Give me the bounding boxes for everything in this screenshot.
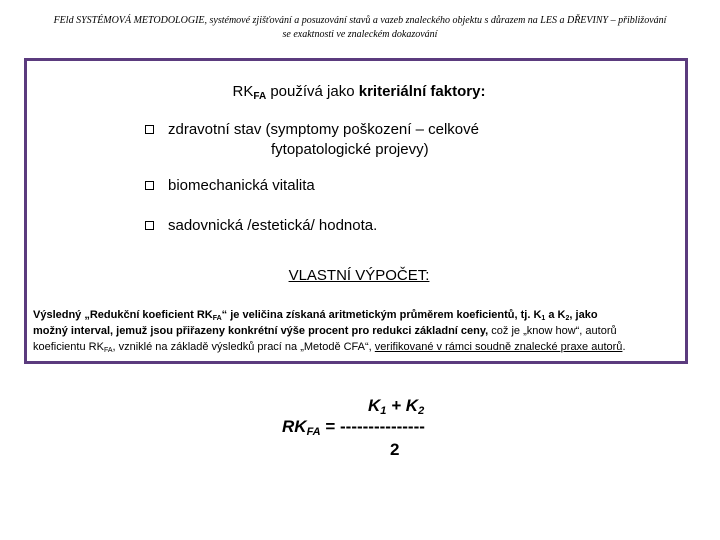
p3-text-a: koeficientu RK (33, 341, 104, 353)
formula-rk-sub: FA (306, 426, 321, 438)
formula-k2-sub: 2 (418, 405, 425, 417)
p3-underlined: verifikované v rámci soudně znalecké praxe autorů (374, 341, 623, 353)
bullet-1-line-2: fytopatologické projevy) (271, 141, 429, 158)
formula-k1-sub: 1 (380, 405, 387, 417)
header-line-2: se exaktnosti ve znaleckém dokazování (282, 29, 438, 40)
p2-text-a: možný interval, jemuž jsou přiřazeny konkrétní výše procent pro redukci základní ceny, (33, 325, 489, 337)
bullet-3-text: sadovnická /estetická/ hodnota. (168, 217, 378, 234)
paragraph-line-3 (33, 339, 626, 359)
checkbox-bullet-icon (145, 181, 154, 190)
p1-sub: FA (212, 315, 222, 322)
p3-sub: FA (103, 347, 113, 354)
formula-denominator: 2 (390, 440, 400, 459)
p1-k1-sub: 1 (541, 315, 546, 322)
checkbox-bullet-icon (145, 125, 154, 134)
formula-lhs (282, 417, 425, 438)
intro-text: používá jako (266, 83, 359, 100)
formula-numerator (368, 396, 424, 417)
p3-text-b: , vzniklé na základě výsledků prací na „Metodě CFA“, (112, 341, 375, 353)
paragraph-line-2 (33, 323, 617, 339)
p1-k2-sub: 2 (565, 315, 570, 322)
page-header (0, 14, 720, 42)
formula-rk: RK (282, 417, 307, 436)
intro-line (27, 83, 691, 102)
bullet-item-2 (145, 177, 315, 194)
intro-rk-sub: FA (253, 91, 267, 102)
content-frame (24, 58, 688, 364)
p2-text-b: což je „know how“, autorů (488, 325, 617, 337)
p1-text-a: Výsledný „Redukční koeficient RK (33, 309, 213, 321)
calculation-title: VLASTNÍ VÝPOČET: (288, 267, 430, 284)
bullet-2-text: biomechanická vitalita (168, 177, 315, 194)
bullet-item-3 (145, 217, 377, 234)
p3-text-d: . (622, 341, 626, 353)
formula-equals-bar: = --------------- (320, 417, 425, 436)
checkbox-bullet-icon (145, 221, 154, 230)
intro-rk: RK (232, 83, 254, 100)
intro-bold: kriteriální faktory: (358, 83, 486, 100)
p1-text-d: , jako (569, 309, 598, 321)
p1-text-c: a K (545, 309, 566, 321)
bullet-1-line-1: zdravotní stav (symptomy poškození – celkové (168, 121, 479, 138)
formula-k1: K (368, 396, 381, 415)
bullet-item-1 (145, 121, 479, 138)
formula-plus-k2: + K (386, 396, 419, 415)
p1-text-b: “ je veličina získaná aritmetickým průměrem koeficientů, tj. K (221, 309, 542, 321)
header-line-1: FEld SYSTÉMOVÁ METODOLOGIE, systémové zjišťování a posuzování stavů a vazeb znaleckého objektu s důrazem na LES a DŘEVINY – přibližování (53, 15, 667, 26)
